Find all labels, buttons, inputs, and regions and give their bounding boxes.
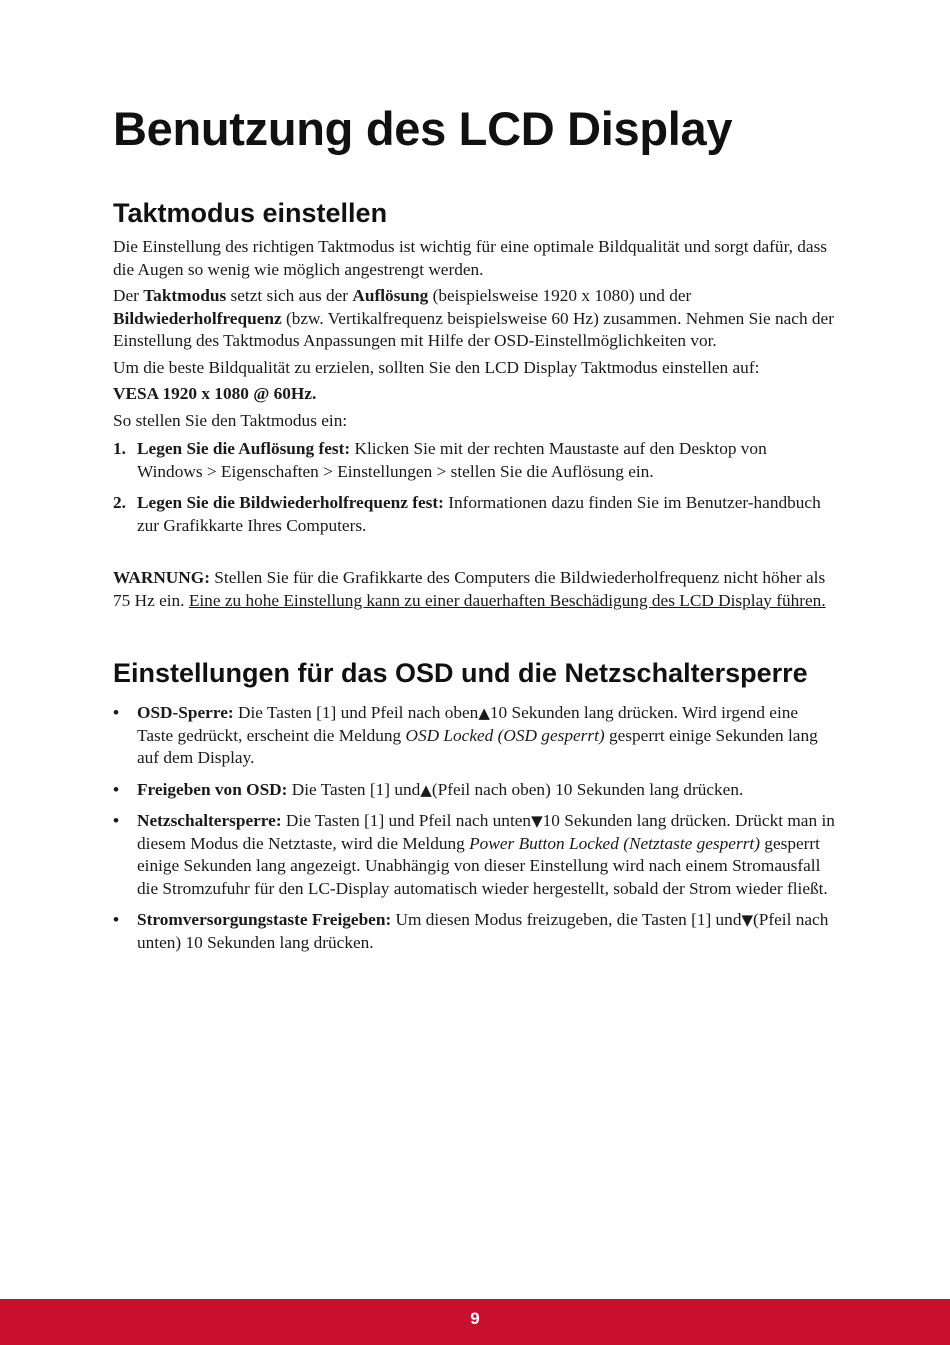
warning-label: WARNUNG: — [113, 568, 210, 587]
paragraph-howto: So stellen Sie den Taktmodus ein: — [113, 410, 348, 430]
section-osd — [113, 656, 835, 954]
bullet-icon: • — [113, 910, 120, 929]
bullet-icon: • — [113, 779, 120, 799]
steps-list — [113, 438, 835, 537]
recommended-mode: VESA 1920 x 1080 @ 60Hz. — [113, 384, 317, 403]
page-content — [113, 96, 835, 963]
arrow-up-icon: ▲ — [478, 704, 490, 722]
section-heading-taktmodus: Taktmodus einstellen — [113, 198, 388, 228]
list-item: • Stromversorgungstaste Freigeben: Um diesen Modus freizugeben, die Tasten [1] und▼(Pfeil nach unten) 10 Sekunden lang drücken. — [113, 910, 829, 952]
list-item: • Netzschaltersperre: Die Tasten [1] und Pfeil nach unten▼10 Sekunden lang drücken. Drückt man in diesem Modus die Netztaste, wird die Meldung Power Button Locked (Netztaste gesperrt) gesperrt einige Sekunden lang angezeigt. Unabhängig von dieser Einstellung wird nach einem Stromausfall die Stromzufuhr für den LC-Display automatisch wieder hergestellt, sobald der Strom wieder fließt. — [113, 811, 835, 898]
bullet-icon: • — [113, 703, 120, 722]
arrow-down-icon: ▼ — [531, 812, 543, 830]
step-number: 2. — [113, 493, 126, 512]
list-item: 2. Legen Sie die Bildwiederholfrequenz fest: Informationen dazu finden Sie im Benutzer-handbuch zur Grafikkarte Ihres Computers. — [113, 493, 821, 535]
section-taktmodus — [113, 196, 835, 612]
bullet-list — [113, 702, 835, 954]
page-title: Benutzung des LCD Display — [113, 102, 733, 155]
arrow-up-icon: ▲ — [420, 780, 432, 799]
paragraph-intro: Die Einstellung des richtigen Taktmodus ist wichtig für eine optimale Bildqualität und sorgt dafür, dass die Augen so wenig wie möglich angestrengt werden. — [113, 237, 828, 279]
paragraph-recommendation: Um die beste Bildqualität zu erzielen, sollten Sie den LCD Display Taktmodus einstellen auf: — [113, 357, 760, 377]
list-item: • Freigeben von OSD: Die Tasten [1] und▲(Pfeil nach oben) 10 Sekunden lang drücken. — [113, 779, 835, 802]
section-heading-osd: Einstellungen für das OSD und die Netzschaltersperre — [113, 658, 808, 688]
list-item: • OSD-Sperre: Die Tasten [1] und Pfeil nach oben▲10 Sekunden lang drücken. Wird irgend eine Taste gedrückt, erscheint die Meldung OSD Locked (OSD gesperrt) gesperrt einige Sekunden lang auf dem Display. — [113, 703, 818, 767]
arrow-down-icon: ▼ — [741, 911, 754, 929]
warning-note: WARNUNG: Stellen Sie für die Grafikkarte des Computers die Bildwiederholfrequenz nicht höher als 75 Hz ein. Eine zu hohe Einstellung kann zu einer dauerhaften Beschädigung des LCD Display führen. — [113, 568, 826, 610]
list-item: 1. Legen Sie die Auflösung fest: Klicken Sie mit der rechten Maustaste auf den Desktop von Windows > Eigenschaften > Einstellungen > stellen Sie die Auflösung ein. — [113, 439, 767, 481]
paragraph-definition: Der Taktmodus setzt sich aus der Auflösung (beispielsweise 1920 x 1080) und der Bildwiederholfrequenz (bzw. Vertikalfrequenz beispielsweise 60 Hz) zusammen. Nehmen Sie nach der Einstellung des Taktmodus Anpassungen mit Hilfe der OSD-Einstellmöglichkeiten vor. — [113, 286, 834, 350]
bullet-icon: • — [113, 811, 120, 830]
page-number: 9 — [470, 1309, 480, 1328]
step-number: 1. — [113, 439, 126, 458]
footer-bar — [0, 1299, 950, 1345]
